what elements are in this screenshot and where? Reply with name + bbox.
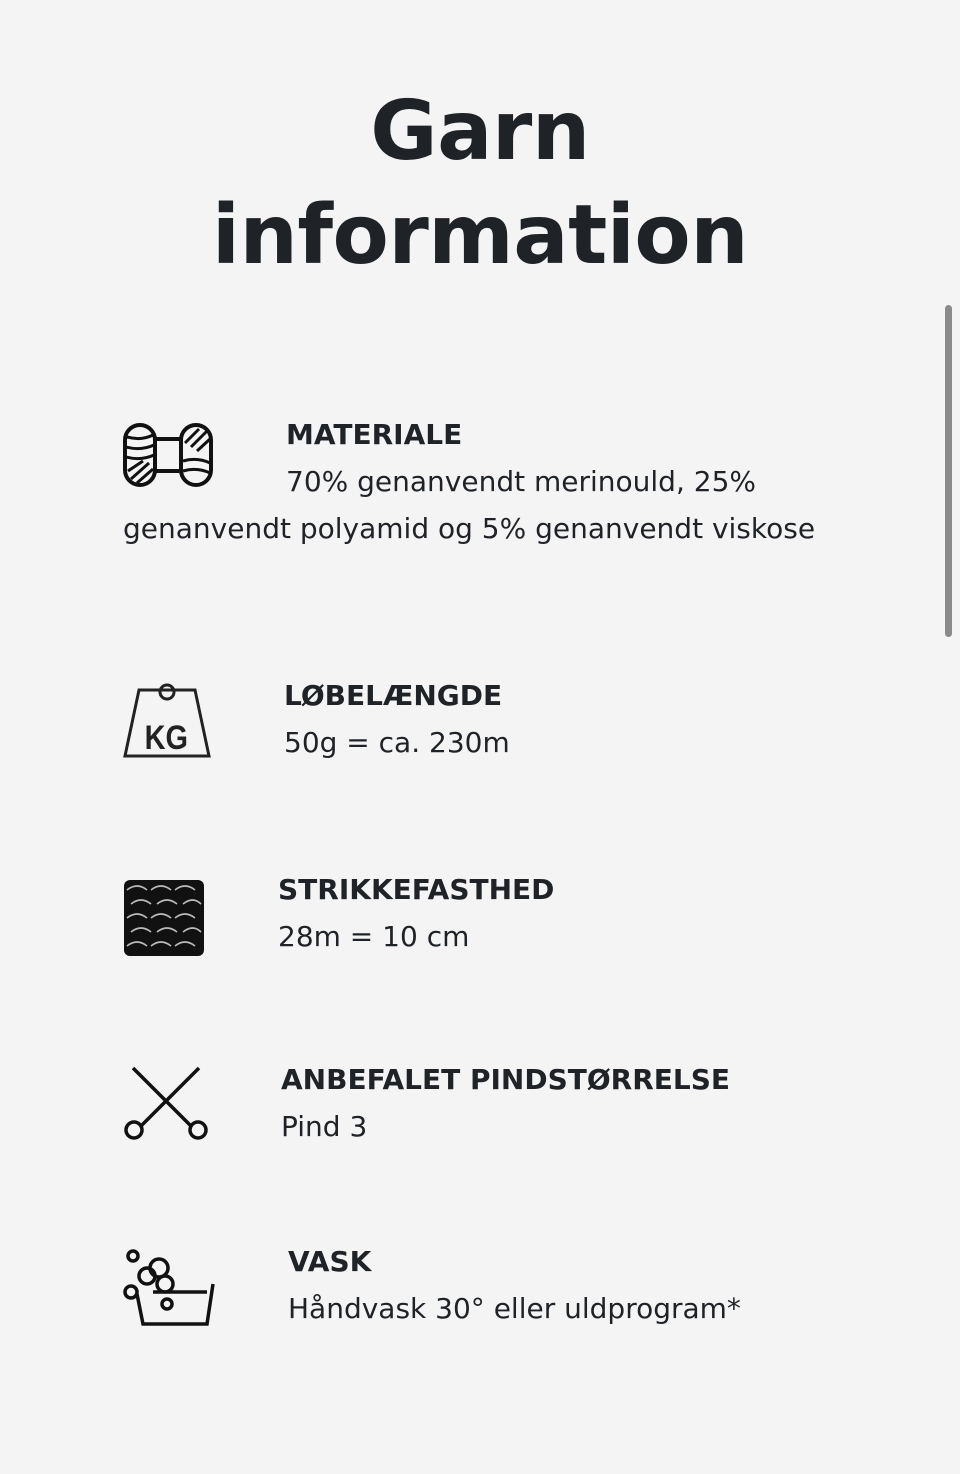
lobelaengde-label: LØBELÆNGDE	[284, 679, 503, 712]
kg-weight-icon	[123, 672, 284, 772]
pindstorrelse-label: ANBEFALET PINDSTØRRELSE	[281, 1063, 731, 1096]
page-title	[0, 80, 960, 288]
vask-value: Håndvask 30° eller uldprogram*	[288, 1292, 741, 1325]
info-item-strikkefasthed	[123, 866, 843, 972]
yarn-skein-icon	[123, 411, 286, 505]
lobelaengde-value: 50g = ca. 230m	[284, 726, 510, 759]
strikkefasthed-label: STRIKKEFASTHED	[278, 873, 555, 906]
knit-stitch-icon	[123, 866, 278, 972]
kg-text: KG	[144, 717, 189, 757]
handwash-icon	[123, 1238, 288, 1344]
info-item-pindstorrelse	[123, 1056, 843, 1156]
info-item-materiale	[123, 411, 843, 552]
knitting-needles-icon	[123, 1056, 281, 1156]
title-line-2: information	[211, 188, 749, 283]
info-item-vask	[123, 1238, 843, 1344]
strikkefasthed-value: 28m = 10 cm	[278, 920, 470, 953]
materiale-value: 70% genanvendt merinould, 25% genanvendt polyamid og 5% genanvendt viskose	[123, 465, 816, 545]
title-line-1: Garn	[370, 84, 590, 179]
pindstorrelse-value: Pind 3	[281, 1110, 368, 1143]
materiale-label: MATERIALE	[286, 418, 463, 451]
scrollbar[interactable]	[945, 305, 952, 637]
info-item-lobelaengde	[123, 672, 843, 772]
vask-label: VASK	[288, 1245, 372, 1278]
